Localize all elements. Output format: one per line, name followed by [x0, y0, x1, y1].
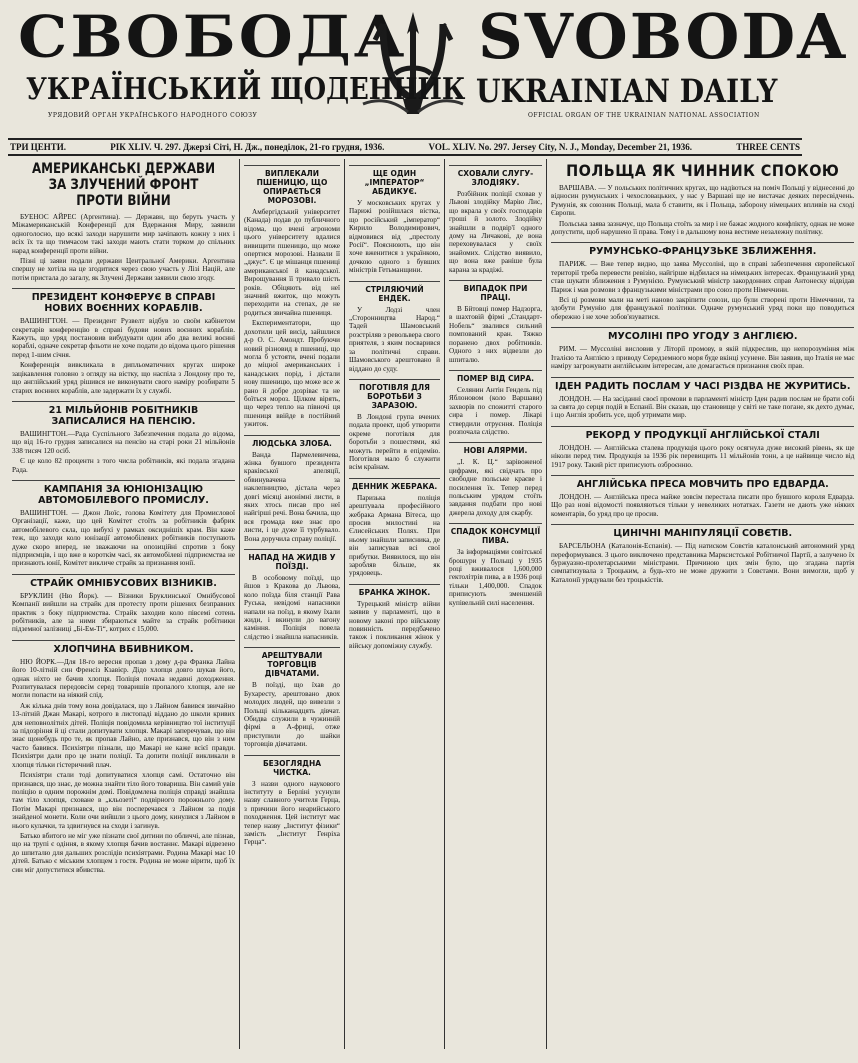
article-paragraph: ЛОНДОН. — На засіданні своєї промови в парламенті міністр Іден радив послам не брати собі за свята до серця подій в Еспанії. Він сказав, що становище у світі не таке погане, як дехто думає, і що Англія зробить усе, щоб утримати мир.: [551, 394, 855, 420]
article-paragraph: Аж кілька днів тому вона довідалася, що з Лайном бавився звичайно 13-літній Джан Макарі, котрого в листопаді віддано до школи кривих для неповнолітніх дітей. Поліція повідомила керівництво тої інституції за підозріння й ці стали допитувати хлопця. Макарі заперечував, що він знає щонебудь про те, як пропав Лайно, але признався, що він з ним часто бавився. Психіятри пізнали, що Макарі не каже всієї правди. Психіятри дали про це знати поліції. Та допити поліції викликали в хлопця тільки гістеричний плач.: [12, 701, 235, 769]
price-ukrainian: ТРИ ЦЕНТИ.: [10, 142, 67, 152]
article-paragraph: Є це коло 82 процентн з того числа робітників, які подала згадана Рада.: [12, 457, 235, 474]
headline-cheese-death: ПОМЕР ВІД СИРА.: [449, 370, 542, 383]
article-paragraph: РИМ. — Муссоліні висловив у Літорії промову, в якій підкреслив, що непорозуміння між Італією та Англією з приводу Середземного моря буде вкінці усунене. Він заявив, що Італія не має наміру загрожувати англійським інтересам, але домагається признання своїх прав.: [551, 345, 855, 371]
headline-human-malice: ЛЮДСЬКА ЗЛОБА.: [244, 435, 340, 448]
subtitle-english: UKRAINIAN DAILY: [476, 72, 778, 110]
dateline: [8, 138, 802, 156]
headline-steel-record: РЕКОРД У ПРОДУКЦІЇ АНГЛІЙСЬКОЇ СТАЛІ: [551, 426, 854, 441]
article-paragraph: В особовому поїзді, що йшов з Кракова до Львова, коло поїзда біля станції Рава Руська, невідомі напасники напали на поїзд, в якому їхали жиди, і вкинули до вагону каміння. Поліція повела слідство і знайшла напасників.: [244, 574, 340, 641]
article-paragraph: НЮ ЙОРК.—Для 18-го вересня пропав з дому д-ра Франка Лайна його 10-літній син Френсіз Кзавієр. Дідо хлопця довго шукав його, однак ніхто не бачив хлопця. Поліція почала недавні доходження. Розпитувалася передовсім серед товаришів пропалого хлопця, але не могли попасти на ніякий слід.: [12, 657, 235, 700]
headline-ruthless-purge: БЕЗОГЛЯДНА ЧИСТКА.: [244, 755, 340, 777]
headline-romania-france: РУМУНСЬКО-ФРАНЦУЗЬКЕ ЗБЛИЖЕННЯ.: [551, 242, 854, 257]
headline-bus-strike: СТРАЙК ОМНІБУСОВИХ ВІЗНИКІВ.: [12, 574, 235, 589]
headline-women-conscription: БРАНКА ЖІНОК.: [349, 584, 440, 597]
article-paragraph: БАРСЕЛЬОНА (Каталонія-Еспанія). — Під натиском Совєтів каталонський автономний уряд переформувався. З цього виключено представника Марксистської Робітничої Партії, а залучено їх буржуазно-пролетарськими міністрами. Причиною цих змін було, що згадана партія симпатизувала з Троцьким, а будь-хто не може дружити з Совєтами. Вони вимогли, щоб у Каталонії урядували без троцькістів.: [551, 542, 855, 584]
article-paragraph: ВАРШАВА. — У польських політичних кругах, що надіються на поміч Польщі у віднесенні до відносин румунських і чехословацьких, у нас у Варшаві ще не вистачає деяких пересвідчень. Румунія, як союзник Польщі, мала б ставити, як і Польща, заборону німецьких впливів на сході Європи.: [551, 184, 855, 218]
article-paragraph: Експериментатори, що дохотили цей висід, зайшлися д-р О. С. Амондт. Пробуючи новий різновид в пшениці, що могла б устояти, вчені подали до міцної американських і канадських порід, і дістали нову пшеницю, що може все ж рано й добре дозріває та не боїться мороз. Цілком вірять, що через тепло на півночі ця пшениця ввійде в постійний ужиток.: [244, 319, 340, 429]
article-paragraph: ЛОНДОН. — Англійська сталева продукція цього року осягнула дуже високий рівень, як ще ніколи перед тим. Продукція за 1936 рік перевищить 11 мільйонів тонн, а це найвище число від 1917 року. Такий ріст припиcують озброєнню.: [551, 443, 855, 469]
headline-peace-front: АМЕРИКАНСЬКІ ДЕРЖАВИ ЗА ЗЛУЧЕНИЙ ФРОНТ ПРОТИ ВІЙНИ: [31, 161, 216, 209]
column-2: [240, 159, 345, 1049]
column-4: [445, 159, 547, 1049]
headline-epidemic-service: ПОГОТІВЛЯ ДЛЯ БОРОТЬБИ З ЗАРАЗОЮ.: [349, 379, 440, 410]
article-paragraph: Амбергідський університет (Канада) подав до публичного відома, що вчені агрономи цього університету вдалися вивищити пшеницю, що може опертися морозові. Назвали її „джус“. Є це мішанця пшениці американської й канадської. Вирощування її тривало шість років. Обіцяють від неї значний вжиток, що можуть переходити на степах, де не родиться звичайна пшениця.: [244, 208, 340, 317]
article-paragraph: ВАШИНГТОН. — Президент Рузвелт відбув зо своїм кабінетом секретарів конференцію в справі будови нових воєнних кораблів. Кажуть, що уряд постановив вибудувати один або два великі воєнні кораблі, одначе секретар фльоти не хоче подати до відома цього рішення перед 1-шим січня.: [12, 317, 235, 359]
article-paragraph: Психіятри стали тоді допитуватися хлопця самі. Остаточно він признався, що знає, де можна знайти тіло його товариша. Він самий увів поліцію в одним порожнім домі. Повідомлена поліція справді знайшла там тіло хлопця, сховане в „кльозеті“ подвірного порожнього дому. Потім Макарі признався, що він посперечався з Лайном за подія знайденої монети. Коли очи вийшли з цього дому, кинулися з Лайном в нього кулачки, та здвигнувся на сходи і загинув.: [12, 771, 235, 830]
article-paragraph: ЛОНДОН. — Англійська преса майже зовсім перестала писати про бувшого короля Едварда. Що раз нові відомості появляються тільки у невеликих нотатках. Газети не дають уже ніяких коментарів, бо уряд про це просив.: [551, 492, 855, 518]
article-paragraph: Розбійник поліції сховав у Львові злодійку Марію Лис, що вкрала у своїх господарів гроші й золото. Злодійку знайшли в подвір'ї одного дому на Личакові, де вона переховувалася у своїх знайомих. Слідство виявило, що вона вже раніше була карана за крадіжі.: [449, 190, 542, 274]
headline-new-alarms: НОВІ АЛЯРМИ.: [449, 442, 542, 455]
headline-beer-decline: СПАДОК КОНСУМЦІЇ ПИВА.: [449, 523, 542, 545]
headline-pension: 21 МІЛЬЙОНІВ РОБІТНИКІВ ЗАПИСАЛИСЯ НА ПЕНСІЮ.: [12, 401, 235, 427]
article-paragraph: БУЕНОС АЙРЕС (Аргентина). — Державн, що беруть участь у Міжамериканській Конференції для Вдержання Миру, заявили одноголосно, що всякі заходи нарушити мир зачіпають кожну з них і всіх їх та що тимчасом такі заходи мають стати торком до спільних нарад конференції проти війни.: [12, 213, 235, 255]
article-paragraph: Всі ці розмови мали на меті наново закріпити союзи, що були створені проти Німеччини, та здобути Румунію для французької політики. Одначе румунський уряд поки що поводиться обережно і не хоче зобов'язуватися.: [551, 296, 855, 321]
article-paragraph: „І. К. Ц.“ зарівоженої цифрами, які свідчать про свободне польське краєве і посилення їх. Тепер перед польським урядом стоїть завдання подбати про нові джерела доходу для скарбу.: [449, 458, 542, 517]
article-paragraph: Пізні ці заяви подали держави Центральної Америки. Аргентина спершу не хотіла на це згодитися через свою участь у Лізі Націй, але потім пристала до загалу, як Злучені Держави заявили свою згоду.: [12, 257, 235, 282]
column-1: [8, 159, 240, 1049]
issue-english: VOL. XLIV. No. 297. Jersey City, N. J., Monday, December 21, 1936.: [428, 142, 693, 152]
headline-poland-peace: ПОЛЬЩА ЯК ЧИННИК СПОКОЮ: [566, 161, 840, 180]
article-paragraph: ПАРИЖ. — Вже тепер видно, що заява Муссоліні, що в справі забезпечення європейської території треба перевести ревізію, найгірше відбилася на німецьких інтересах. Французький уряд став шукати зближення з Румунією. Румунський міністр закордонних справ Антонеску відвідав Париж і мав розмови з французькими міністрами про союз проти Німеччини.: [551, 260, 855, 294]
article-paragraph: У Лодзі член „Сторонництва Народ.“ Тадей Шамовський розстріляв з револьвера свого приятеля, з яким посварився за політичні справи. Шамовського арештовано й віддано до суду.: [349, 305, 440, 373]
article-paragraph: Турецький міністр війни заявив у парламенті, що в новому законі про військову повинність передбачено також і покликання жінок у війську допоміжну службу.: [349, 599, 440, 650]
article-paragraph: Батько вбитого не міг уже пізнати свої дитини по обличчі, але пізнав, що на трупі є одіння, в якому хлопця бачив востаннє. Макарі відвезено до шпиталю для дальших розслідів психіятрами. Родина Макарі має 10 дітей. Батько є міським хлопцем з гостя. Родина не може вірити, щоб їх син міг допуститися вбивства.: [12, 831, 235, 874]
headline-boy-killer: ХЛОПЧИНА ВБИВНИКОМ.: [12, 640, 235, 655]
headline-soviet-manipulation: ЦИНІЧНІ МАНІПУЛЯЦІЇ СОВЄТІВ.: [551, 524, 854, 539]
headline-train-attack: НАПАД НА ЖИДІВ У ПОЇЗДІ.: [244, 549, 340, 571]
headline-trafficking-arrest: АРЕШТУВАЛИ ТОРГОВЦІВ ДІВЧАТАМИ.: [244, 647, 340, 678]
official-organ-english: OFFICIAL ORGAN OF THE UKRAINIAN NATIONAL ASSOCIATION: [528, 112, 760, 119]
headline-wheat: ВИПЛЕКАЛИ ПШЕНИЦЮ, ЩО ОПИРАЄТЬСЯ МОРОЗОВІ.: [244, 165, 340, 205]
article-paragraph: БРУКЛИН (Ню Йорк). — Візники Бруклинської Омнібусової Компанії вийшли на страйк для протесту проти рішених безправних практик з боку підприємства. Страйк заходив коло півсемі сотень робітників, але за ними збираються майте за страйк робітники підземної залізниці „Бі-Ем-Ті“, котрих є 15,000.: [12, 591, 235, 634]
article-paragraph: В Лондоні група вчених подала проект, щоб утворити окреме поготівля для боротьби з пошестями, які можуть перейти в епідемію. Поготівля мало б служити всім країнам.: [349, 412, 440, 472]
article-paragraph: Польська заява зазначує, що Польща стоїть за мир і не бажає жодного конфлікту, однак не може допустити, щоб нарушено її права. Тому і в дальшому вона вестиме незалежну політику.: [551, 219, 855, 237]
column-5: [547, 159, 858, 1049]
article-paragraph: ВАШИНГТОН. — Джон Люїс, голова Комітету для Промислової Організації, каже, що цей Комітет стоїть за робітників фабрик автомобілевого скла, що вибухі у рамках оксиднішіх крам. Він каже теж, що заходи коло юнізації автомобілевих робітників поступають дуже скоро вперед, не зважаючи на опозиційні спротив з боку підприємців, і що вже в короткім часі, як автомобілеві підприємства не признають юнії, Комітет викличе страйк за признання юнії.: [12, 508, 235, 568]
article-paragraph: ВАШИНГТОН.—Рада Суспільного Забезпечення подала до відома, що від 16-го грудня записалися на пенсію на старі роки 21 мільйонів 338 тисяч 120 осіб.: [12, 429, 235, 455]
article-paragraph: З назви одного наукового інституту в Берліні усунули назву славного учителя Герца, з причини його неарийського походження. Цей інститут має тепер назву „Інститут фізики“ замість „Інститут Генріха Герца“.: [244, 779, 340, 847]
article-paragraph: Паризька поліція арештувала професійного жебрака Армана Вітеса, що просив милостині на Єлисейських Полях. При ньому знайшли записника, де він записував всі свої прибутки. Виявилося, що він заробляв більше, як урядовець.: [349, 493, 440, 578]
headline-mussolini-england: МУСОЛІНІ ПРО УГОДУ З АНГЛІЄЮ.: [551, 327, 854, 342]
masthead: [8, 0, 848, 134]
article-paragraph: В поїзді, що їхав до Бухаресту, арештовано двох молодих людей, що вивезли з Польщі кільканадцять дівчат. Обидва служили в чужинній фірмі в А-фриці, отже приступили до шайки торговців дівчатами.: [244, 681, 340, 749]
subtitle-ukrainian: УКРАЇНСЬКИЙ ЩОДЕННИК: [26, 72, 466, 107]
headline-hidden-thief: СХОВАЛИ СЛУГУ-ЗЛОДІЯКУ.: [449, 165, 542, 187]
headline-shooting-endek: СТРІЛЯЮЧИЙ ЕНДЕК.: [349, 281, 440, 303]
price-english: THREE CENTS: [736, 142, 800, 152]
headline-emperor-abdicates: ЩЕ ОДИН „ІМПЕРАТОР“ АБДИКУЄ.: [349, 165, 440, 196]
article-columns: [8, 159, 855, 1049]
article-paragraph: Селянин Антін Гендель під Яблоновом (коло Варшави) захворів по спожитті старого сира і помер. Лікарі ствердили отруєння. Поліція розпочала слідство.: [449, 385, 542, 436]
title-english: SVOBODA: [478, 0, 848, 73]
headline-beggar-diary: ДЕННИК ЖЕБРАКА.: [349, 478, 440, 491]
article-paragraph: Конференція вивкликала в дипльоматичних кругах широке зацікавлення головно з огляду на вістку, що наспіла з Лондону про те, що англійський уряд рішився не виконувати свого наміру розбирати 5 старих воєнних кораблів, але задержати їх у службі.: [12, 361, 235, 395]
issue-ukrainian: РІК XLIV. Ч. 297. Джерзі Сіті, Н. Дж., понеділок, 21-го грудня, 1936.: [110, 142, 385, 152]
article-paragraph: В Бйтовці помер Надзорга, в шахтовій фірмі „Стандарт-Нобель“ звалився сильний помпований кран. Тяжко поранено двох робітників. Одного з них відвезли до шпиталю.: [449, 305, 542, 364]
headline-eden-christmas: ІДЕН РАДИТЬ ПОСЛАМ У ЧАСІ РІЗДВА НЕ ЖУРИТИСЬ.: [551, 377, 854, 392]
article-paragraph: У московських кругах у Парижі розійшлася вістка, що російський „імператор“ Кирило Володимирович, відмовився від „престолу Росії“. Пояснюють, що він хоче вженитися з українкою, дочкою одного з бувших міністрів Гетьманщини.: [349, 199, 440, 275]
column-3: [345, 159, 445, 1049]
headline-unionization: КАМПАНІЯ ЗА ЮНІОНІЗАЦІЮ АВТОМОБІЛЕВОГО ПРОМИСЛУ.: [12, 480, 235, 506]
official-organ-ukrainian: УРЯДОВИЙ ОРГАН УКРАЇНСЬКОГО НАРОДНОГО СОЮЗУ: [48, 112, 258, 119]
article-paragraph: За інформаціями совітської брошури у Польщі у 1935 році вживалося 1,600,000 гектолітрів пива, а в 1936 році тільки 1,400,000. Спадок приписують зменшеній купівельній силі населення.: [449, 548, 542, 607]
title-ukrainian: СВОБОДА: [18, 2, 408, 71]
headline-work-accident: ВИПАДОК ПРИ ПРАЦІ.: [449, 280, 542, 302]
headline-press-silent-edward: АНГЛІЙСЬКА ПРЕСА МОВЧИТЬ ПРО ЕДВАРДА.: [551, 475, 854, 490]
headline-warships: ПРЕЗИДЕНТ КОНФЕРУЄ В СПРАВІ НОВИХ ВОЄННИХ КОРАБЛІВ.: [12, 288, 235, 314]
article-paragraph: Ванда Пармелевичева, жінка бувшого президента краківської апеляції, обвинувачена за наклепництво, дістала через довгі місяці анонімні листи, в яких хтось писав про неї найгірші речі. Вона бачила, що вся громада вже знає про листи, і це дуже її турбувало. Вона доручила справу поліції.: [244, 450, 340, 543]
